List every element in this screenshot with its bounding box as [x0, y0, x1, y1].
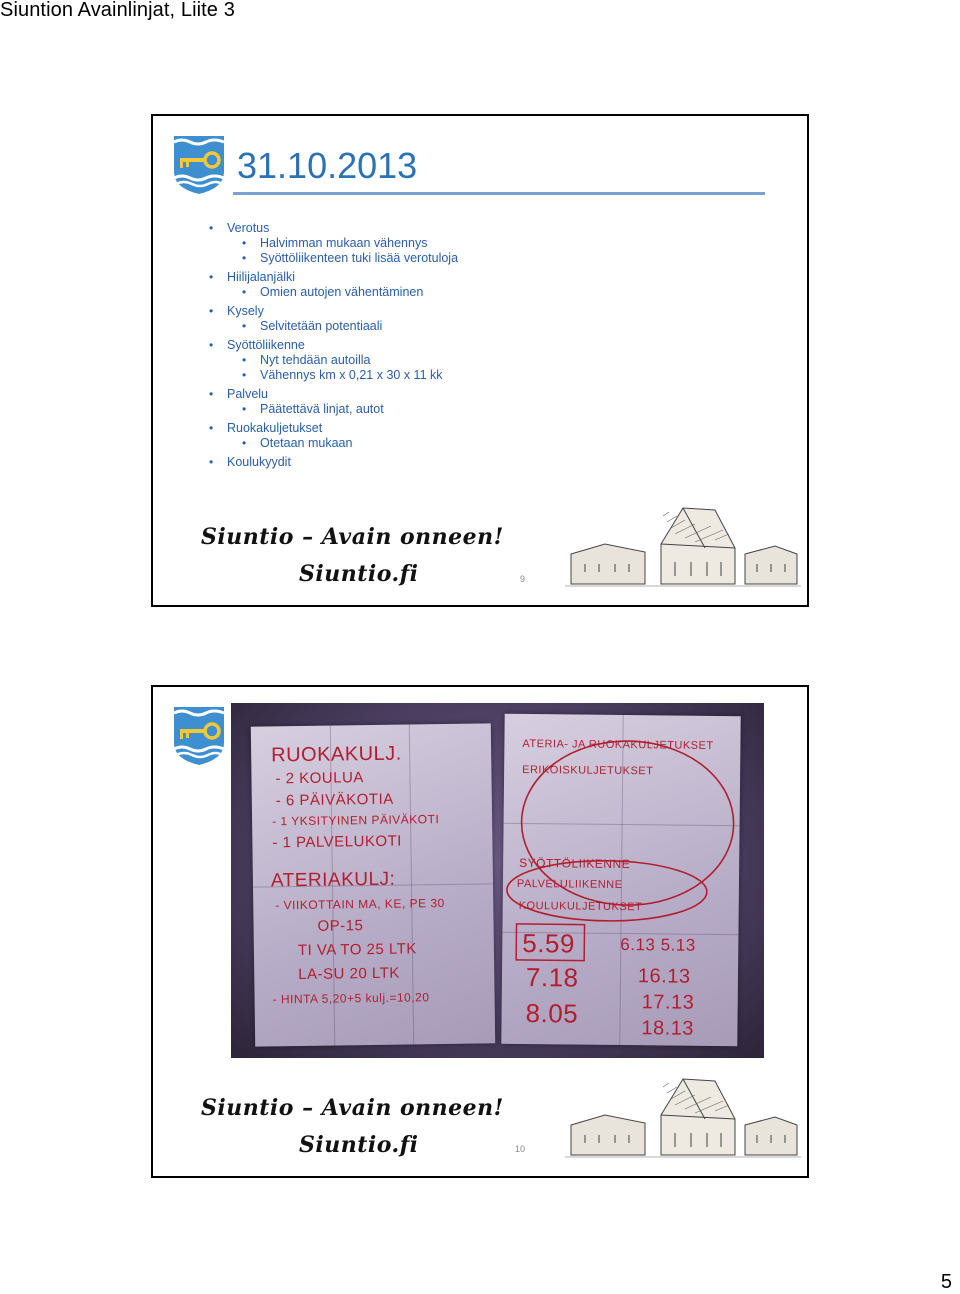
sub-bullet-item: • Päätettävä linjat, autot [242, 402, 384, 416]
handwritten-note: - 1 PALVELUKOTI [272, 832, 403, 852]
handwritten-note: 8.05 [525, 998, 579, 1029]
slogan-line-1: Siuntio – Avain onneen! [201, 524, 504, 550]
sub-bullet-item: • Nyt tehdään autoilla [242, 353, 371, 367]
handwritten-note: - VIIKOTTAIN MA, KE, PE 30 [275, 896, 445, 913]
bullet-item: • Syöttöliikenne [209, 338, 305, 352]
handwritten-note: 5.59 [522, 927, 576, 959]
bullet-item: • Kysely [209, 304, 264, 318]
church-sketch-icon [565, 1075, 801, 1161]
slide-number: 9 [520, 574, 526, 584]
bullet-item: • Hiilijalanjälki [209, 270, 296, 284]
document-header: Siuntion Avainlinjat, Liite 3 [0, 0, 235, 21]
bullet-item: • Koulukyydit [209, 455, 291, 469]
handwritten-note: ATERIAKULJ: [270, 868, 396, 892]
handwritten-note: TI VA TO 25 LTK [297, 940, 417, 960]
handwritten-note: RUOKAKULJ. [271, 742, 402, 767]
handwritten-note: - HINTA 5,20+5 kulj.=10,20 [272, 990, 430, 1007]
handwritten-note: - 1 YKSITYINEN PÄIVÄKOTI [272, 812, 440, 829]
marker-circles [501, 714, 740, 1046]
sub-bullet-item: • Selvitetään potentiaali [242, 319, 383, 333]
siuntio-crest-icon [172, 134, 226, 196]
page-number: 5 [940, 1271, 952, 1293]
handwritten-note: - 6 PÄIVÄKOTIA [275, 790, 394, 810]
slide-9 [151, 114, 809, 607]
slide-number: 10 [515, 1144, 526, 1154]
handwritten-note: SYÖTTÖLIIKENNE [519, 855, 631, 872]
handwritten-note: PALVELULIIKENNE [516, 877, 623, 892]
slogan-line-1: Siuntio – Avain onneen! [201, 1095, 504, 1121]
handwritten-note: 17.13 [641, 991, 695, 1014]
handwritten-note: 16.13 [637, 965, 691, 988]
handwritten-note: 18.13 [641, 1017, 695, 1040]
bullet-item: • Ruokakuljetukset [209, 421, 323, 435]
handwritten-note: LA-SU 20 LTK [298, 964, 400, 984]
slogan-line-2: Siuntio.fi [299, 1132, 419, 1158]
church-sketch-icon [565, 504, 801, 590]
handwritten-note: ATERIA- JA RUOKAKULJETUKSET [522, 737, 714, 752]
sub-bullet-item: • Otetaan mukaan [242, 436, 353, 450]
handwritten-note: KOULUKULJETUKSET [518, 899, 643, 914]
bullet-item: • Palvelu [209, 387, 268, 401]
bullet-list [209, 221, 458, 469]
siuntio-crest-icon [172, 705, 226, 767]
sub-bullet-item: • Omien autojen vähentäminen [242, 285, 424, 299]
handwritten-note: ERIKOISKULJETUKSET [522, 763, 654, 778]
paper-sheet-left [251, 723, 495, 1046]
title-underline [233, 192, 765, 195]
sub-bullet-item: • Halvimman mukaan vähennys [242, 236, 428, 250]
bullet-item: • Verotus [209, 221, 270, 235]
handwritten-note: 6.13 5.13 [620, 934, 696, 955]
slide-date-title: 31.10.2013 [237, 145, 418, 186]
paper-sheet-right [501, 714, 740, 1046]
handwritten-note: OP-15 [317, 917, 364, 935]
slogan-line-2: Siuntio.fi [299, 561, 419, 587]
handwritten-note: 7.18 [525, 962, 579, 993]
slide-10 [151, 685, 809, 1178]
whiteboard-notes-photo [231, 703, 764, 1058]
sub-bullet-item: • Syöttöliikenteen tuki lisää verotuloja [242, 251, 459, 265]
sub-bullet-item: • Vähennys km x 0,21 x 30 x 11 kk [242, 368, 443, 382]
handwritten-note: - 2 KOULUA [275, 769, 364, 788]
